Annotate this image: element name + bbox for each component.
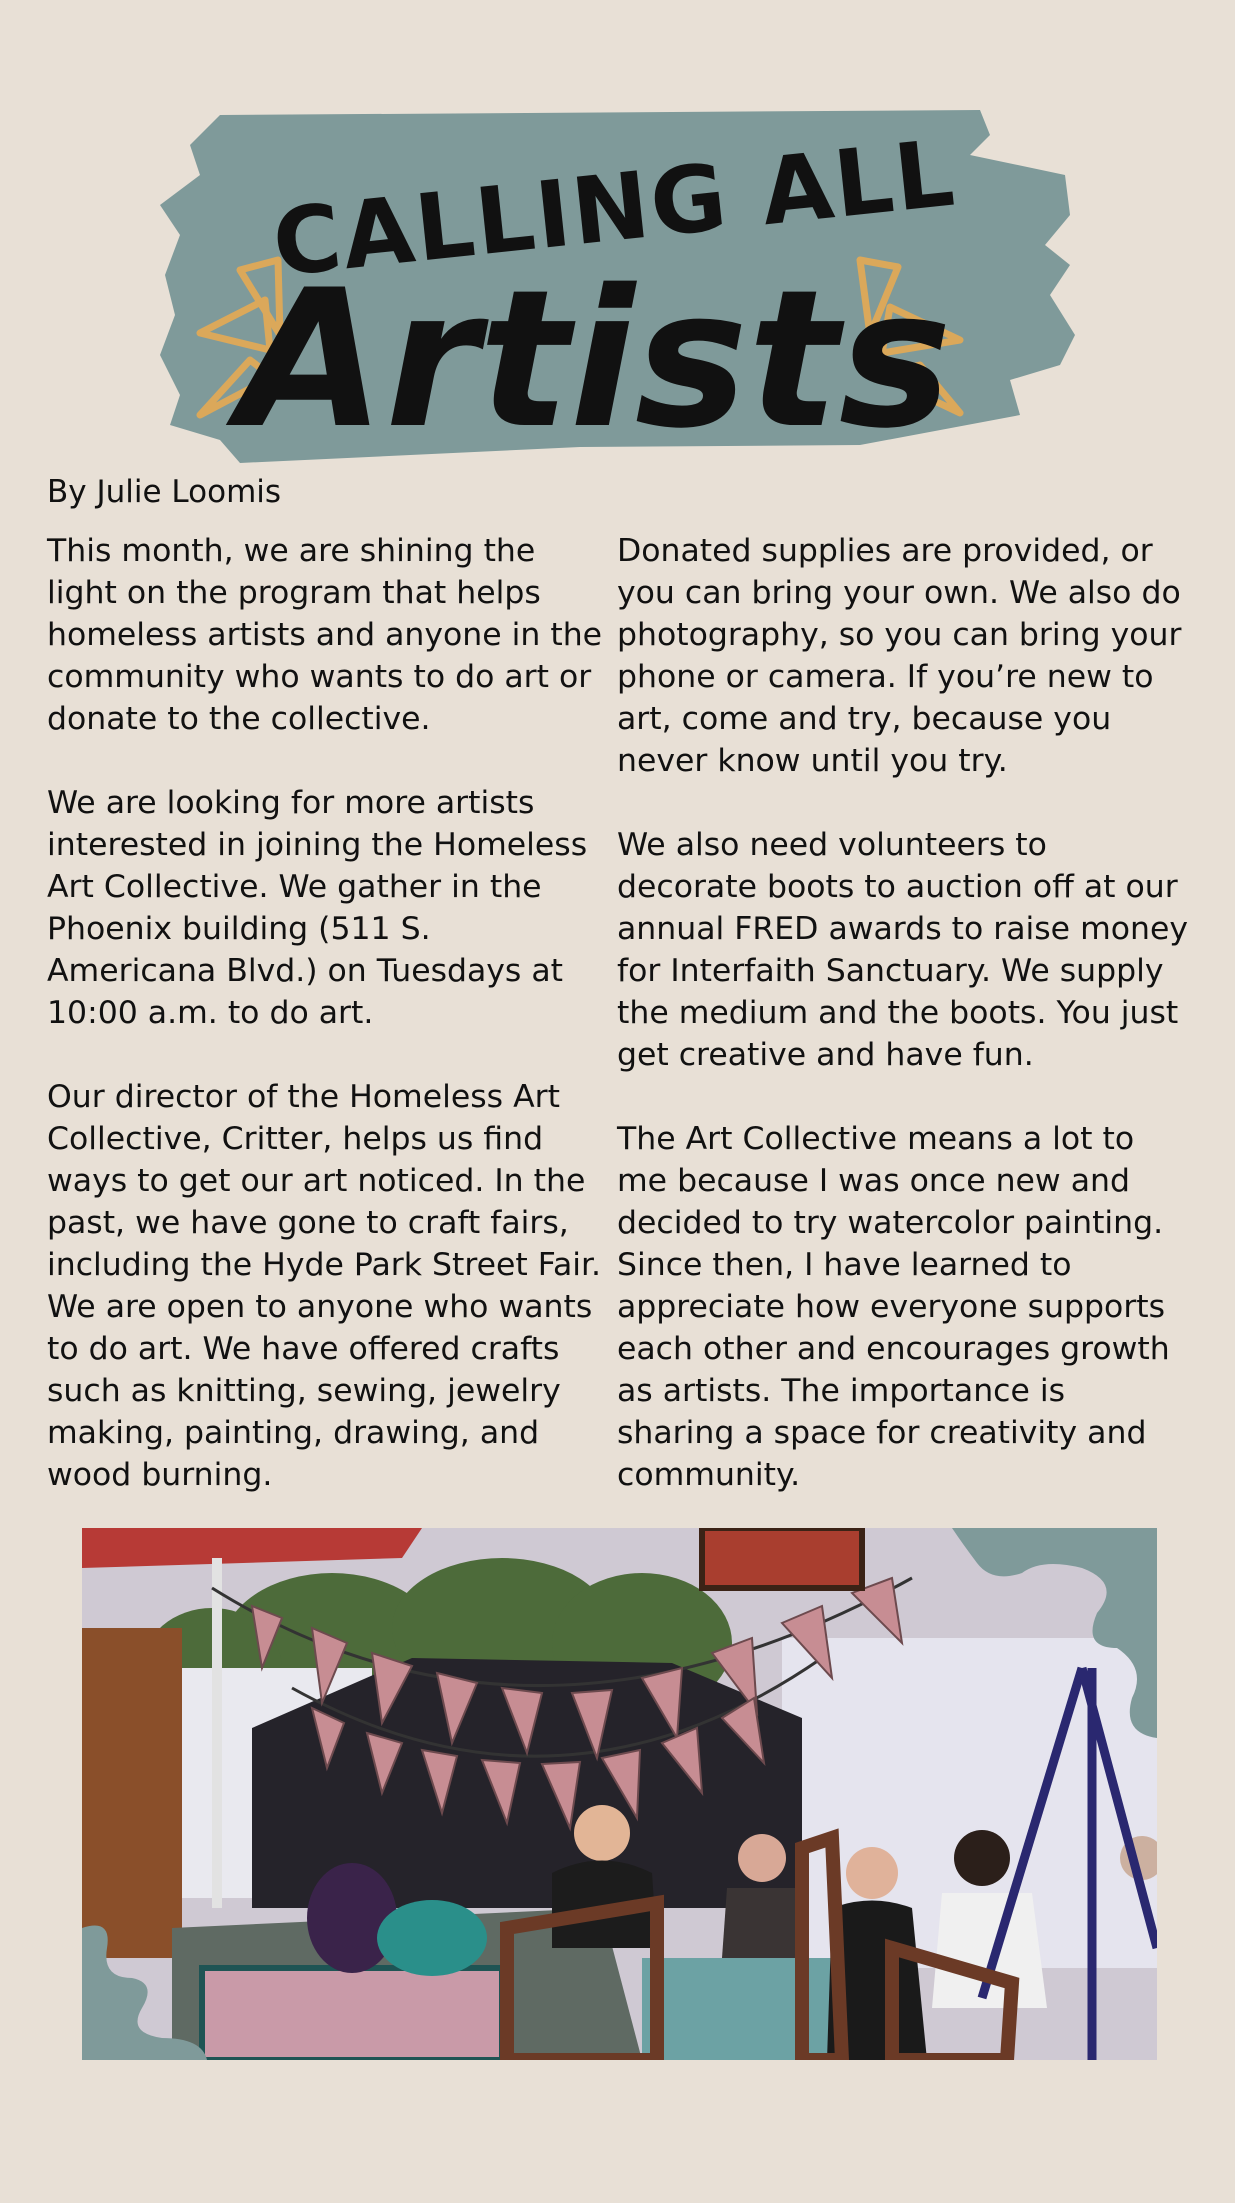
- right-column: [617, 530, 1192, 1538]
- paragraph: Donated supplies are provided, or you can bring your own. We also do photography, so you can bring your phone or camera. If you’re new to art, come and try, because you never know until you try.: [617, 533, 1182, 779]
- photo-illustration: [82, 1528, 1157, 2060]
- brush-banner: [160, 95, 1080, 475]
- tent-pole: [212, 1558, 222, 1908]
- pillow: [307, 1863, 397, 1973]
- pillow: [377, 1900, 487, 1976]
- wood-cabinet: [82, 1628, 182, 1958]
- paragraph: The Art Collective means a lot to me because I was once new and decided to try watercolor painting. Since then, I have learned to appreciate how everyone supports each other and encourages growth as artists. The importance is sharing a space for creativity and community.: [617, 1121, 1170, 1493]
- header-line1: CALLING ALL: [268, 119, 961, 298]
- left-column: [47, 530, 607, 1538]
- craft-fair-photo: [82, 1528, 1157, 2060]
- paragraph: We also need volunteers to decorate boots to auction off at our annual FRED awards to raise money for Interfaith Sanctuary. We supply the medium and the boots. You just get creative and have fun.: [617, 827, 1189, 1073]
- paragraph: We are looking for more artists interested in joining the Homeless Art Collective. We gather in the Phoenix building (511 S. Americana Blvd.) on Tuesdays at 10:00 a.m. to do art.: [47, 785, 588, 1031]
- table-cloth: [202, 1968, 502, 2060]
- hanging-frame: [702, 1528, 862, 1588]
- header-graphic: [160, 95, 1080, 475]
- header-line2: Artists: [238, 249, 952, 470]
- byline: By Julie Loomis: [47, 474, 282, 510]
- paragraph: Our director of the Homeless Art Collective, Critter, helps us find ways to get our art noticed. In the past, we have gone to craft fairs, including the Hyde Park Street Fair. We are open to anyone who wants to do art. We have offered crafts such as knitting, sewing, jewelry making, painting, drawing, and wood burning.: [47, 1079, 602, 1493]
- paragraph: This month, we are shining the light on the program that helps homeless artists and anyone in the community who wants to do art or donate to the collective.: [47, 533, 603, 737]
